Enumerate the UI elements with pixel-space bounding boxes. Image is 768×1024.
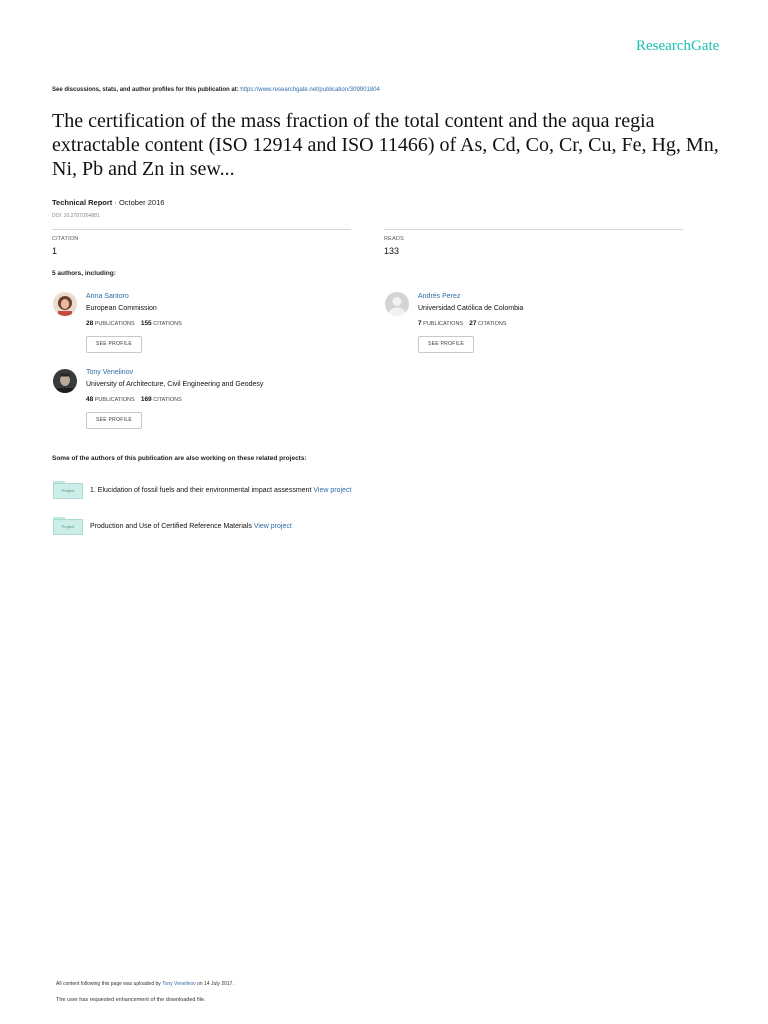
reads-divider bbox=[384, 229, 683, 230]
publication-date: · October 2016 bbox=[114, 198, 165, 207]
related-projects-heading: Some of the authors of this publication are also working on these related projects: bbox=[52, 455, 307, 462]
citation-divider bbox=[52, 229, 351, 230]
author-institution: University of Architecture, Civil Engineering and Geodesy bbox=[86, 381, 264, 388]
avatar[interactable] bbox=[53, 292, 77, 316]
project-item bbox=[90, 487, 351, 494]
discussion-line bbox=[52, 87, 380, 93]
see-profile-button[interactable]: SEE PROFILE bbox=[86, 336, 142, 353]
publication-meta bbox=[52, 198, 164, 207]
author-stats bbox=[418, 320, 507, 327]
publications-label: PUBLICATIONS bbox=[94, 397, 135, 403]
publication-type: Technical Report bbox=[52, 198, 113, 207]
project-title: 1. Elucidation of fossil fuels and their environmental impact assessment bbox=[90, 487, 312, 494]
project-folder-icon bbox=[53, 481, 83, 499]
author-name-link[interactable]: Andrés Perez bbox=[418, 293, 461, 300]
publication-url-link[interactable]: https://www.researchgate.net/publication/309901804 bbox=[240, 87, 380, 93]
author-institution: Universidad Católica de Colombia bbox=[418, 305, 524, 312]
enhancement-note: The user has requested enhancement of the downloaded file. bbox=[56, 997, 206, 1003]
researchgate-logo[interactable]: ResearchGate bbox=[636, 38, 720, 54]
citations-label: CITATIONS bbox=[477, 321, 507, 327]
project-title: Production and Use of Certified Reference Materials bbox=[90, 523, 252, 530]
citations-label: CITATIONS bbox=[153, 321, 182, 327]
reads-label: READS bbox=[384, 236, 404, 242]
publication-doi: DOI: 10.2787/264881 bbox=[52, 213, 100, 219]
authors-heading: 5 authors, including: bbox=[52, 270, 116, 277]
author-name-link[interactable]: Tony Venelinov bbox=[86, 369, 134, 376]
project-folder-icon bbox=[53, 517, 83, 535]
author-stats bbox=[86, 396, 182, 403]
upload-note bbox=[56, 981, 234, 987]
upload-prefix: All content following this page was uploaded by bbox=[56, 981, 161, 987]
default-avatar-icon bbox=[385, 292, 409, 316]
citations-count: 169 bbox=[140, 396, 152, 403]
avatar-photo-icon bbox=[53, 292, 77, 316]
citations-label: CITATIONS bbox=[153, 397, 182, 403]
reads-count: 133 bbox=[384, 246, 400, 256]
project-item bbox=[90, 523, 292, 530]
view-project-link[interactable]: View project bbox=[313, 487, 352, 494]
avatar[interactable] bbox=[385, 292, 409, 316]
project-folder-label: Project bbox=[61, 524, 75, 529]
citations-count: 155 bbox=[140, 320, 152, 327]
author-institution: European Commission bbox=[86, 305, 157, 312]
author-stats bbox=[86, 320, 182, 327]
see-profile-button[interactable]: SEE PROFILE bbox=[86, 412, 142, 429]
author-name-link[interactable]: Anna Santoro bbox=[86, 293, 129, 300]
discussion-text: See discussions, stats, and author profiles for this publication at: bbox=[52, 87, 239, 93]
uploader-link[interactable]: Tony Venelinov bbox=[162, 981, 196, 987]
citation-count: 1 bbox=[52, 246, 58, 256]
project-folder-label: Project bbox=[61, 488, 75, 493]
publications-count: 7 bbox=[418, 320, 422, 327]
see-profile-button[interactable]: SEE PROFILE bbox=[418, 336, 474, 353]
citations-count: 27 bbox=[469, 320, 477, 327]
view-project-link[interactable]: View project bbox=[253, 523, 292, 530]
avatar-photo-icon bbox=[53, 369, 77, 393]
citation-label: CITATION bbox=[52, 236, 79, 242]
upload-suffix: on 14 July 2017. bbox=[197, 981, 234, 987]
publications-label: PUBLICATIONS bbox=[423, 321, 464, 327]
publication-title: The certification of the mass fraction of the total content and the aqua regia extractable content (ISO 12914 and ISO 11466) of As, Cd, Co, Cr, Cu, Fe, Hg, Mn, Ni, Pb and Zn in sew... bbox=[52, 110, 719, 180]
avatar[interactable] bbox=[53, 369, 77, 393]
publications-label: PUBLICATIONS bbox=[94, 321, 135, 327]
publications-count: 48 bbox=[86, 396, 94, 403]
publications-count: 28 bbox=[86, 320, 94, 327]
